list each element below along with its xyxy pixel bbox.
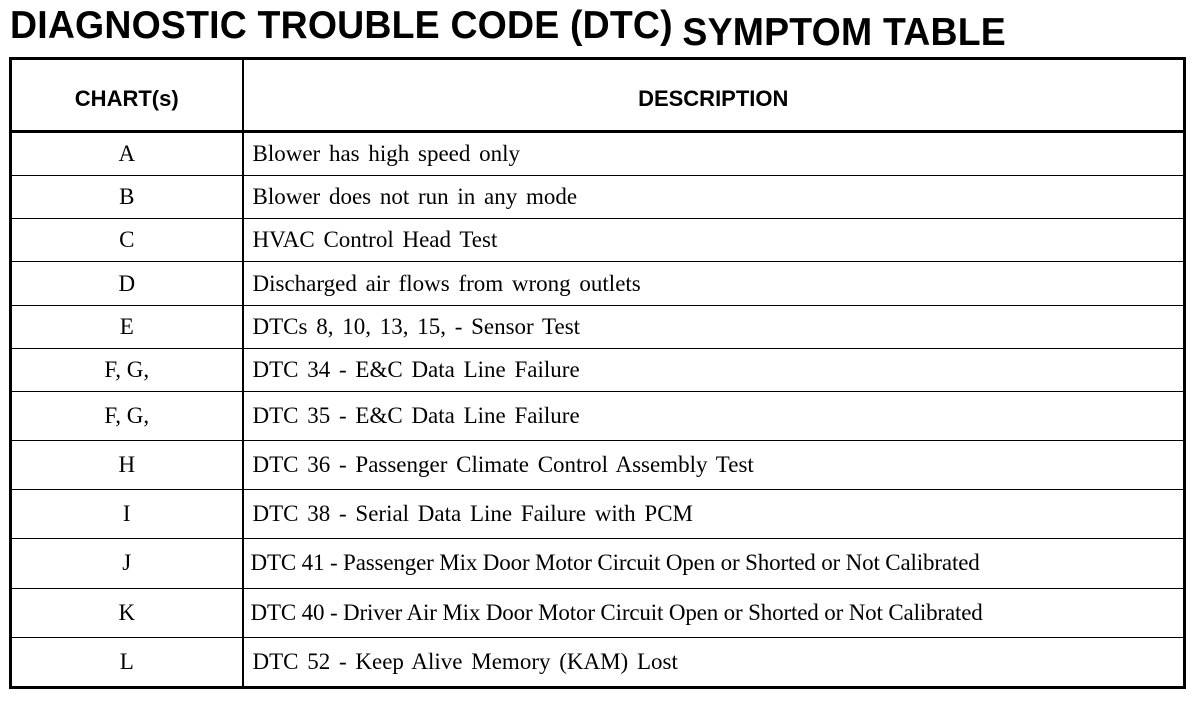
description-cell: DTC 35 - E&C Data Line Failure	[243, 391, 1185, 440]
description-cell: DTC 41 - Passenger Mix Door Motor Circuit Open or Shorted or Not Calibrated	[243, 539, 1185, 588]
chart-cell: C	[11, 219, 243, 262]
chart-cell: K	[11, 588, 243, 637]
chart-cell: F, G,	[11, 391, 243, 440]
chart-cell: L	[11, 637, 243, 687]
description-cell: Blower does not run in any mode	[243, 176, 1185, 219]
chart-cell: J	[11, 539, 243, 588]
table-row	[11, 588, 1185, 637]
chart-cell: A	[11, 132, 243, 176]
description-cell: DTC 52 - Keep Alive Memory (KAM) Lost	[243, 637, 1185, 687]
table-row	[11, 441, 1185, 490]
description-cell: DTC 40 - Driver Air Mix Door Motor Circuit Open or Shorted or Not Calibrated	[243, 588, 1185, 637]
title-part-symptom-table: SYMPTOM TABLE	[682, 11, 1006, 54]
table-row	[11, 176, 1185, 219]
description-cell: DTC 34 - E&C Data Line Failure	[243, 348, 1185, 391]
table-row	[11, 262, 1185, 305]
header-chart: CHART(s)	[11, 59, 243, 132]
table-row	[11, 391, 1185, 440]
description-cell: DTC 36 - Passenger Climate Control Assembly Test	[243, 441, 1185, 490]
table-row	[11, 132, 1185, 176]
title-part-dtc: DIAGNOSTIC TROUBLE CODE (DTC)	[10, 4, 673, 47]
chart-cell: I	[11, 490, 243, 539]
table-row	[11, 305, 1185, 348]
table-row	[11, 348, 1185, 391]
chart-cell: D	[11, 262, 243, 305]
chart-cell: E	[11, 305, 243, 348]
description-cell: HVAC Control Head Test	[243, 219, 1185, 262]
table-row	[11, 637, 1185, 687]
chart-cell: H	[11, 441, 243, 490]
description-cell: Blower has high speed only	[243, 132, 1185, 176]
page-title	[10, 2, 1006, 54]
description-cell: DTCs 8, 10, 13, 15, - Sensor Test	[243, 305, 1185, 348]
table-row	[11, 219, 1185, 262]
table-row	[11, 539, 1185, 588]
description-cell: DTC 38 - Serial Data Line Failure with PCM	[243, 490, 1185, 539]
dtc-symptom-table	[9, 57, 1186, 689]
chart-cell: F, G,	[11, 348, 243, 391]
chart-cell: B	[11, 176, 243, 219]
header-description: DESCRIPTION	[243, 59, 1185, 132]
table-row	[11, 490, 1185, 539]
table-header-row	[11, 59, 1185, 132]
description-cell: Discharged air flows from wrong outlets	[243, 262, 1185, 305]
